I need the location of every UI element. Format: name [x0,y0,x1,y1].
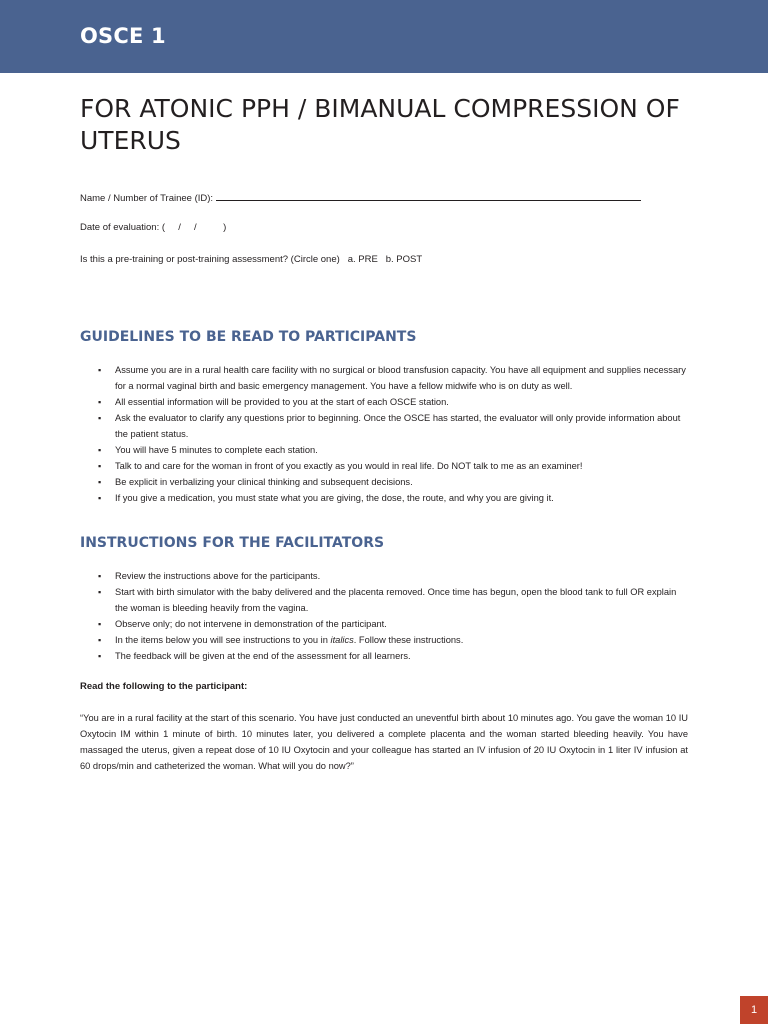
list-item: ▪ In the items below you will see instructions to you in italics. Follow these instructions. [98,632,690,648]
bullet-icon: ▪ [98,635,102,645]
bullet-icon: ▪ [98,651,102,661]
bullet-icon: ▪ [98,365,102,375]
list-item: ▪ Be explicit in verbalizing your clinical thinking and subsequent decisions. [98,474,690,490]
assessment-type-label: Is this a pre-training or post-training assessment? (Circle one) [80,254,340,265]
assessment-type-field [80,254,422,265]
bullet-icon: ▪ [98,413,102,423]
list-item: ▪ If you give a medication, you must state what you are giving, the dose, the route, and why you are giving it. [98,490,690,506]
read-to-participant-label: Read the following to the participant: [80,681,248,692]
list-item: ▪ All essential information will be provided to you at the start of each OSCE station. [98,394,690,410]
trainee-name-field [80,191,641,204]
facilitators-list [98,568,690,664]
list-item: ▪ The feedback will be given at the end of the assessment for all learners. [98,648,690,664]
page-number-badge: 1 [740,996,768,1024]
list-item: ▪ Review the instructions above for the participants. [98,568,690,584]
trainee-name-line [216,191,641,201]
bullet-icon: ▪ [98,619,102,629]
guidelines-heading: GUIDELINES TO BE READ TO PARTICIPANTS [80,329,417,345]
evaluation-date-field: Date of evaluation: ( / / ) [80,222,227,233]
bullet-icon: ▪ [98,445,102,455]
header-bar [0,0,768,73]
document-title: FOR ATONIC PPH / BIMANUAL COMPRESSION OF UTERUS [80,94,680,155]
option-post: b. POST [385,254,423,265]
header-title: OSCE 1 [80,24,166,48]
scenario-text: “You are in a rural facility at the start of this scenario. You have just conducted an uneventful birth about 10 minutes ago. You gave the woman 10 IU Oxytocin IM within 1 minute of birth. 10 minutes later, you delivered a complete placenta and the woman started bleeding heavily. You have massaged the uterus, given a repeat dose of 10 IU Oxytocin and your colleague has started an IV infusion of 20 IU Oxytocin in 1 liter IV infusion at 60 drops/min and catheterized the woman. What will you do now?” [80,713,688,771]
list-item: ▪ Assume you are in a rural health care facility with no surgical or blood transfusion capacity. You have all equipment and supplies necessary for a normal vaginal birth and basic emergency management. You have a fellow midwife who is on duty as well. [98,362,690,394]
list-item: ▪ Observe only; do not intervene in demonstration of the participant. [98,616,690,632]
facilitators-heading: INSTRUCTIONS FOR THE FACILITATORS [80,535,385,551]
list-item: ▪ Ask the evaluator to clarify any questions prior to beginning. Once the OSCE has started, the evaluator will only provide information about the patient status. [98,410,690,442]
bullet-icon: ▪ [98,493,102,503]
list-item: ▪ Start with birth simulator with the baby delivered and the placenta removed. Once time has begun, open the blood tank to full OR explain the woman is bleeding heavily from the vagina. [98,584,690,616]
trainee-name-label: Name / Number of Trainee (ID): [80,193,214,204]
list-item: ▪ You will have 5 minutes to complete each station. [98,442,690,458]
list-item: ▪ Talk to and care for the woman in front of you exactly as you would in real life. Do NOT talk to me as an examiner! [98,458,690,474]
option-pre: a. PRE [347,254,378,265]
bullet-icon: ▪ [98,571,102,581]
italics-word: italics [330,635,354,645]
bullet-icon: ▪ [98,461,102,471]
bullet-icon: ▪ [98,587,102,597]
bullet-icon: ▪ [98,397,102,407]
guidelines-list [98,362,690,506]
bullet-icon: ▪ [98,477,102,487]
